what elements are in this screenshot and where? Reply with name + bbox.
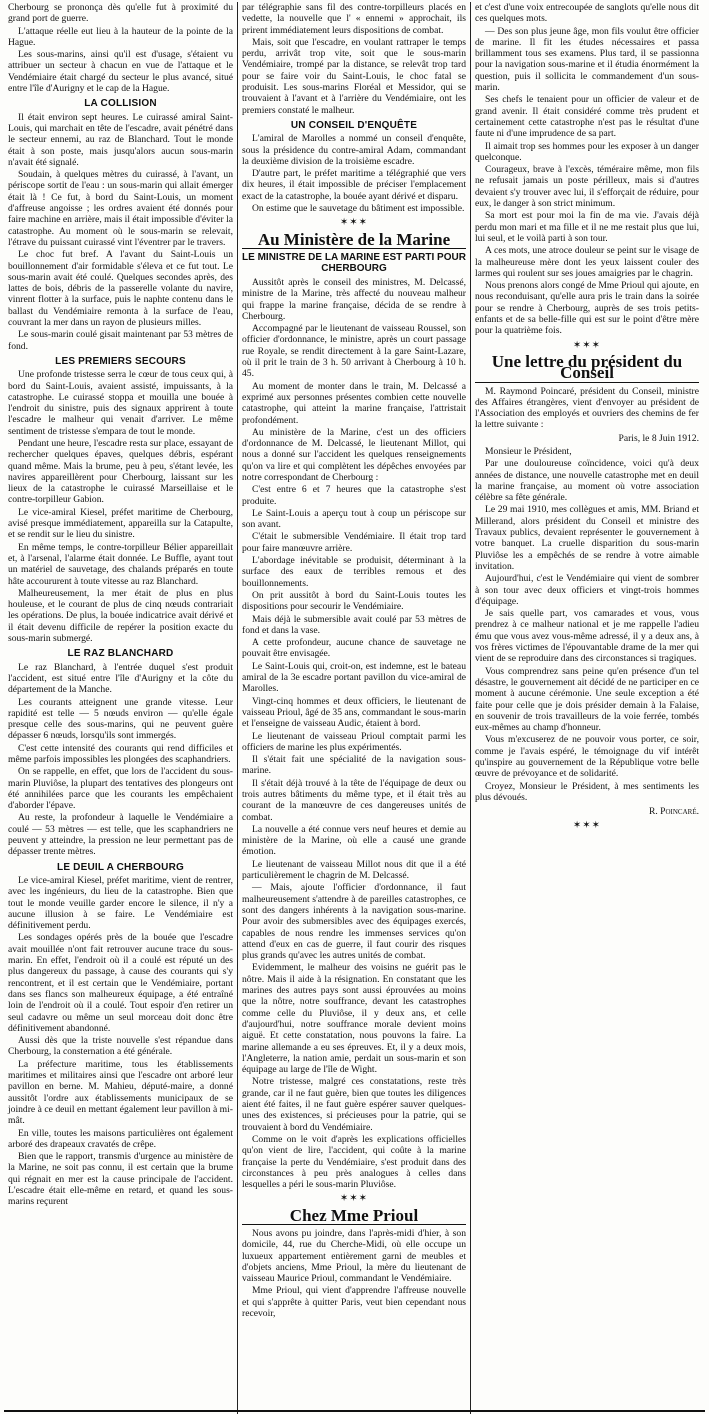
paragraph: Monsieur le Président, bbox=[485, 445, 572, 457]
paragraph: Pendant une heure, l'escadre resta sur place, essayant de rechercher quelques épaves, quelques débris, espérant quand même. Mais la brume, peu à peu, s'étant levée, les navires appareillèrent pour Cherbourg, laissant sur les lieux de la catastrophe le cuirassé Marseillaise et le contre-torpilleur Gabion. bbox=[8, 437, 233, 506]
paragraph: L'abordage inévitable se produisit, déterminant à la surface des eaux de terribles remous et des bouillonnements. bbox=[242, 555, 466, 589]
paragraph: La préfecture maritime, tous les établissements maritimes et militaires ainsi que l'escadre ont arboré leur pavillon en berne. M. Mahieu, député-maire, a donné aussitôt l'ordre aux établissements municipaux de se joindre à ce deuil en mettant également leur pavillon à mi-mât. bbox=[8, 1058, 233, 1127]
paragraph: par télégraphie sans fil des contre-torpilleurs placés en vedette, la nouvelle que l' « ennemi » approchait, ils prirent immédiatement leurs dispositions de combat. bbox=[242, 2, 466, 36]
paragraph: Je sais quelle part, vos camarades et vous, vous prendrez à ce malheur national et je me rappelle l'adieu ému que vous avez vous-même adressé, il y a deux ans, à vos frères victimes de l'épouvantable drame de la mer qui vient de se reproduire dans des circonstances si tragiques. bbox=[475, 608, 699, 665]
section-heading-enquete: UN CONSEIL D'ENQUÊTE bbox=[290, 119, 418, 131]
paragraph: Nous prenons alors congé de Mme Prioul qui ajoute, en nous reconduisant, qu'elle aura pris le train dans la soirée pour se rendre à Cherbourg, auprès de ses trois petits-enfants et de sa belle-fille qui est sur le point d'être mère pour la quatrième fois. bbox=[475, 280, 699, 337]
section-heading-secours: LES PREMIERS SECOURS bbox=[55, 355, 186, 367]
separator-ornament: ✶✶✶ bbox=[339, 217, 369, 229]
paragraph: Aussi dès que la triste nouvelle s'est répandue dans Cherbourg, la consternation a été générale. bbox=[8, 1035, 233, 1058]
paragraph: Les courants atteignent une grande vitesse. Leur rapidité est telle — 5 nœuds environ — qu'elle égale presque celle des sous-marins, qui ne peuvent guère dépasser 6 nœuds, lorsqu'ils sont immergés. bbox=[8, 696, 233, 742]
paragraph: La nouvelle a été connue vers neuf heures et demie au ministère de la Marine, où elle a causé une grande émotion. bbox=[242, 823, 466, 858]
headline-lettre: Une lettre du président du Conseil bbox=[491, 351, 683, 383]
signature: R. Poincaré. bbox=[648, 806, 699, 818]
paragraph: — Mais, ajoute l'officier d'ordonnance, il faut malheureusement s'attendre à de pareilles catastrophes, ce sont des dangers inhérents à la navigation sous-marine. Pour avoir des submersibles avec des équipages exercés, capables de nous rendre les immenses services qu'on attend d'eux en cas de guerre, il faut courir des risques plus grands qu'avec les autres unités de combat. bbox=[242, 882, 466, 962]
paragraph: Le vice-amiral Kiesel, préfet maritime, vient de rentrer, avec les ingénieurs, du lieu de la catastrophe. Bien que tout le monde veuille garder encore le silence, il n'y a aucune illusion à se faire. Le Vendémiaire est définitivement perdu. bbox=[8, 874, 233, 932]
paragraph: Il s'était déjà trouvé à la tête de l'équipage de deux ou trois autres bâtiments du même type, et il était très au courant de la manœuvre de ces dangereuses unités de combat. bbox=[242, 777, 466, 823]
paragraph: Au ministère de la Marine, c'est un des officiers d'ordonnance de M. Delcassé, le lieutenant Millot, qui nous a donné sur l'accident les quelques renseignements qu'on va lire et qui complètent les dépêches envoyées par notre correspondant de Cherbourg : bbox=[242, 426, 466, 483]
paragraph: A cette profondeur, aucune chance de sauvetage ne pouvait être envisagée. bbox=[242, 637, 466, 660]
paragraph: Mme Prioul, qui vient d'apprendre l'affreuse nouvelle et qui s'apprête à quitter Paris, veut bien cependant nous recevoir, bbox=[242, 1285, 466, 1320]
paragraph: Il aimait trop ses hommes pour les exposer à un danger quelconque. bbox=[475, 140, 699, 163]
paragraph: Il était environ sept heures. Le cuirassé amiral Saint-Louis, qui marchait en tête de l'escadre, avait pénétré dans le secteur ennemi, au raz de Blanchard. Tout le monde était à son poste, mais jusqu'alors aucun sous-marin n'avait été signalé. bbox=[8, 111, 233, 168]
paragraph: Cherbourg se prononça dès qu'elle fut à proximité du grand port de guerre. bbox=[8, 2, 233, 25]
paragraph: L'amiral de Marolles a nommé un conseil d'enquête, sous la présidence du contre-amiral Adam, commandant la deuxième division de la troisième escadre. bbox=[242, 133, 466, 167]
paragraph: Le Saint-Louis qui, croit-on, est indemne, est le bateau amiral de la 3e escadre portant pavillon du vice-amiral de Marolles. bbox=[242, 660, 466, 695]
paragraph: En même temps, le contre-torpilleur Bélier appareillait et, à l'arsenal, l'alarme était donnée. Le Buffle, ayant tout un matériel de sauvetage, des chalands préparés en toute hâte accoururent à toute vitesse au raz Blanchard. bbox=[8, 541, 233, 587]
paragraph: Aujourd'hui, c'est le Vendémiaire qui vient de sombrer à son tour avec deux officiers et vingt-trois hommes d'équipage. bbox=[475, 573, 699, 607]
paragraph: C'est entre 6 et 7 heures que la catastrophe s'est produite. bbox=[242, 484, 466, 507]
paragraph: Vingt-cinq hommes et deux officiers, le lieutenant de vaisseau Prioul, âgé de 35 ans, commandant le sous-marin et l'enseigne de vaisseau Audic, étaient à bord. bbox=[242, 695, 466, 730]
paragraph: et c'est d'une voix entrecoupée de sanglots qu'elle nous dit ces quelques mots. bbox=[475, 2, 699, 25]
separator-ornament: ✶✶✶ bbox=[572, 820, 602, 832]
paragraph: Le Saint-Louis a aperçu tout à coup un périscope sur son avant. bbox=[242, 507, 466, 531]
paragraph: Accompagné par le lieutenant de vaisseau Roussel, son officier d'ordonnance, le ministre, après un court passage rue Royale, se rendit directement à la gare Saint-Lazare, où il prit le train de 3 h. 50 arrivant à Cherbourg à 10 h. 45. bbox=[242, 323, 466, 380]
subheadline-ministre: LE MINISTRE DE LA MARINE EST PARTI POUR CHERBOURG bbox=[242, 251, 466, 274]
section-heading-collision: LA COLLISION bbox=[84, 98, 157, 110]
paragraph: — Des son plus jeune âge, mon fils voulut être officier de marine. Il fit les études nécessaires et passa brillamment tous ses examens. Plus tard, il se passionna pour la navigation sous-marine et il étudia énormément la question, puis il sollicita le commandement d'un sous-marin. bbox=[475, 25, 699, 94]
paragraph: M. Raymond Poincaré, président du Conseil, ministre des Affaires étrangères, vient d'envoyer au président de l'Association des employés et ouvriers des chemins de fer la lettre suivante : bbox=[475, 385, 699, 431]
bottom-rule bbox=[4, 1410, 705, 1412]
paragraph: Soudain, à quelques mètres du cuirassé, à l'avant, un périscope sortit de l'eau : un sous-marin qui allait émerger était là ! Ce fut, à bord du Saint-Louis, un moment d'affreuse angoisse ; les ordres avaient été donnés pour faire machine en arrière, mais il était impossible d'éviter la catastrophe. Au moment où le sous-marin se relevait, l'étrave du puissant cuirassé vint l'éventrer par le travers. bbox=[8, 169, 233, 248]
paragraph: On estime que le sauvetage du bâtiment est impossible. bbox=[252, 203, 465, 215]
col1-intro bbox=[8, 2, 233, 94]
paragraph: Nous avons pu joindre, dans l'après-midi d'hier, à son domicile, 44, rue du Cherche-Midi, où elle occupe un luxueux appartement entièrement garni de meubles et d'objets anciens, Mme Prioul, la mère du lieutenant de vaisseau Maurice Prioul, commandant le Vendémiaire. bbox=[242, 1227, 466, 1285]
paragraph: Evidemment, le malheur des voisins ne guérit pas le nôtre. Mais il aide à la résignation. En constatant que les marines des autres pays sont aussi éprouvées au moins que la nôtre, notre souffrance, devant les catastrophes comme celle du Pluviôse, il y deux ans, et celle d'aujourd'hui, notre souffrance morale devient moins aiguë. Et cette constatation, nous pouvons la faire. La marine allemande a eu ses épreuves. Et, il y a deux mois, l'Angleterre, la nation amie, perdait un sous-marin et son équipage au large de l'île de Wight. bbox=[242, 962, 466, 1076]
paragraph: On se rappelle, en effet, que lors de l'accident du sous-marin Pluviôse, la plupart des tentatives des plongeurs ont été annihilées parce que les courants les empêchaient d'aborder l'épave. bbox=[8, 766, 233, 812]
separator-ornament: ✶✶✶ bbox=[572, 339, 602, 351]
paragraph: Ses chefs le tenaient pour un officier de valeur et de grand avenir. Il était considéré comme très prudent et certainement cette catastrophe n'est pas le résultat d'une faute ni d'une imprudence de sa part. bbox=[475, 94, 699, 140]
column-2 bbox=[237, 2, 470, 1414]
paragraph: Comme on le voit d'après les explications officielles qu'on vient de lire, l'accident, qui coûte à la marine française la perte du Vendémiaire, s'est produit dans des circonstances à peu près analogues à celles dans lesquelles a péri le sous-marin Pluviôse. bbox=[242, 1133, 466, 1191]
paragraph: Le raz Blanchard, à l'entrée duquel s'est produit l'accident, est situé entre l'île d'Aurigny et la côte du département de la Manche. bbox=[8, 661, 233, 696]
paragraph: Le lieutenant de vaisseau Prioul comptait parmi les officiers de marine les plus expérimentés. bbox=[242, 730, 466, 753]
letter-date: Paris, le 8 Juin 1912. bbox=[618, 432, 699, 444]
paragraph: Les sondages opérés près de la bouée que l'escadre avait mouillée n'ont fait retrouver aucune trace du sous-marin. En effet, l'endroit où il a coulé est réputé un des plus dangereux du passage, à cause des courants qui s'y rencontrent, et il est certain que le Vendémiaire, portant dans ses flancs son malheureux équipage, a été entraîné loin de l'endroit où il a coulé. Tout espoir d'en retirer un seul cadavre ou même un seul morceau doit donc être définitivement abandonné. bbox=[8, 932, 233, 1034]
column-1 bbox=[4, 2, 237, 1414]
paragraph: Vous comprendrez sans peine qu'en présence d'un tel désastre, le gouvernement ait décidé de ne participer en ce moment à aucune cérémonie. Une seule exception a été faite pour celle que je dois présider demain à la Falaise, en souvenir de trois travailleurs de la voie ferrée, tombés eux-mêmes au champ d'honneur. bbox=[475, 665, 699, 734]
headline-ministere: Au Ministère de la Marine bbox=[257, 229, 451, 249]
paragraph: Croyez, Monsieur le Président, à mes sentiments les plus dévoués. bbox=[475, 780, 699, 803]
paragraph: On prit aussitôt à bord du Saint-Louis toutes les dispositions pour secourir le Vendémiaire. bbox=[242, 589, 466, 613]
section-heading-deuil: LE DEUIL A CHERBOURG bbox=[57, 861, 184, 873]
paragraph: Le sous-marin coulé gisait maintenant par 53 mètres de fond. bbox=[8, 329, 233, 352]
paragraph: L'attaque réelle eut lieu à la hauteur de la pointe de la Hague. bbox=[8, 25, 233, 48]
paragraph: A ces mots, une atroce douleur se peint sur le visage de la malheureuse mère dont les yeux laissent couler des larmes qui roulent sur ses joues amaigries par le chagrin. bbox=[475, 245, 699, 279]
separator-ornament: ✶✶✶ bbox=[339, 1193, 369, 1205]
paragraph: C'était le submersible Vendémiaire. Il était trop tard pour faire manœuvre arrière. bbox=[242, 531, 466, 554]
paragraph: Sa mort est pour moi la fin de ma vie. J'avais déjà perdu mon mari et ma fille et il ne me restait plus que lui, lui seul, et le voilà parti à son tour. bbox=[475, 210, 699, 244]
paragraph: Par une douloureuse coïncidence, voici qu'à deux années de distance, une nouvelle catastrophe met en deuil la marine française, au moment où votre association célèbre sa fête générale. bbox=[475, 458, 699, 504]
paragraph: Mais déjà le submersible avait coulé par 53 mètres de fond et dans la vase. bbox=[242, 613, 466, 636]
paragraph: Une profonde tristesse serra le cœur de tous ceux qui, à bord du Saint-Louis, avaient assisté, impuissants, à la catastrophe. Le cuirassé stoppa et mouilla une bouée à l'endroit du sinistre, puis des signaux apprirent à toute l'escadre le malheur qui venait d'arriver. Le même sentiment de tristesse s'empara de tout le monde. bbox=[8, 369, 233, 437]
paragraph: Aussitôt après le conseil des ministres, M. Delcassé, ministre de la Marine, très affecté du nouveau malheur qui frappe la marine française, décida de se rendre à Cherbourg. bbox=[242, 276, 466, 322]
section-heading-raz: LE RAZ BLANCHARD bbox=[67, 648, 174, 660]
paragraph: D'autre part, le préfet maritime a télégraphié que vers dix heures, il était impossible de préciser l'emplacement exact de la catastrophe, la bouée ayant dérivé et disparu. bbox=[242, 168, 466, 202]
paragraph: En ville, toutes les maisons particulières ont également arboré des drapeaux cravatés de crêpe. bbox=[8, 1127, 233, 1150]
paragraph: Courageux, brave à l'excès, téméraire même, mon fils ne refusait jamais un poste périlleux, mais si d'autres devaient s'y trouver avec lui, il s'efforçait de réduire, pour eux, le danger à son strict minimum. bbox=[475, 164, 699, 210]
paragraph: C'est cette intensité des courants qui rend difficiles et même parfois impossibles les plongées des scaphandriers. bbox=[8, 742, 233, 765]
paragraph: Au moment de monter dans le train, M. Delcassé a exprimé aux personnes présentes combien cette nouvelle catastrophe, qui atteint la marine française, l'attristait profondément. bbox=[242, 380, 466, 426]
paragraph: Au reste, la profondeur à laquelle le Vendémiaire a coulé — 53 mètres — est telle, que les scaphandriers ne peuvent y atteindre, la pression ne leur permettant pas de dépasser trente mètres. bbox=[8, 812, 233, 858]
paragraph: Le 29 mai 1910, mes collègues et amis, MM. Briand et Millerand, alors président du Conseil et ministre des Travaux publics, devaient représenter le gouvernement à votre banquet. La cruelle disparition du sous-marin Pluviôse les a empêchés de se rendre à votre aimable invitation. bbox=[475, 504, 699, 572]
paragraph: Vous m'excuserez de ne pouvoir vous porter, ce soir, comme je l'avais espéré, le témoignage du vif intérêt qu'inspire au gouvernement de la République votre belle œuvre de prévoyance et de solidarité. bbox=[475, 734, 699, 780]
paragraph: Le vice-amiral Kiesel, préfet maritime de Cherbourg, avisé presque immédiatement, appareilla sur la Catapulte, et se rendit sur le lieu du sinistre. bbox=[8, 506, 233, 541]
headline-prioul: Chez Mme Prioul bbox=[289, 1205, 419, 1225]
column-3 bbox=[470, 2, 703, 1414]
paragraph: Mais, soit que l'escadre, en voulant rattraper le temps perdu, arrivât trop vite, soit que le sous-marin Vendémiaire, trompé par la distance, se relevât trop tard pour se faire voir du Saint-Louis, le choc fatal se produisit. Les sous-marins Floréal et Messidor, qui se trouvaient à l'avant et à l'arrière du Vendémiaire, ont les premiers constaté le malheur. bbox=[242, 36, 466, 116]
paragraph: Le choc fut bref. A l'avant du Saint-Louis un bouillonnement d'air formidable s'éleva et ce fut tout. Le sous-marin avait été coulé. Quelques secondes après, des lattes de bois, débris de la passerelle volante du navire, vinrent flotter à la surface, puis le naphte contenu dans le ballast du Vendémiaire remonta à la surface de l'eau, couvrant la mer dans un rayon de plusieurs milles. bbox=[8, 249, 233, 329]
paragraph: Malheureusement, la mer était de plus en plus houleuse, et le courant de plus de cinq nœuds contrariait les opérations. De plus, la bouée indicatrice avait dérivé et il était devenu difficile de repérer la position exacte du sous-marin submergé. bbox=[8, 587, 233, 645]
paragraph: Il s'était fait une spécialité de la navigation sous-marine. bbox=[242, 754, 466, 777]
paragraph: Bien que le rapport, transmis d'urgence au ministère de la Marine, ne soit pas connu, il est certain que la brume qui régnait en mer est la cause principale de l'accident. L'escadre était elle-même en retard, et quand les sous-marins reçurent bbox=[8, 1151, 233, 1208]
paragraph: Les sous-marins, ainsi qu'il est d'usage, s'étaient vu attribuer un secteur à chacun en vue de l'attaque et le Vendémiaire était chargé du secteur le plus avancé, situé entre l'île d'Aurigny et le cap de la Hague. bbox=[8, 49, 233, 95]
paragraph: Le lieutenant de vaisseau Millot nous dit que il a été particulièrement le chagrin de M. Delcassé. bbox=[242, 858, 466, 882]
paragraph: Notre tristesse, malgré ces constatations, reste très grande, car il ne faut guère, bien que toutes les diligences aient été faites, il ne faut guère espérer sauver quelques-unes des existences, si précieuses pour la patrie, qui se trouvaient à bord du Vendémiaire. bbox=[242, 1076, 466, 1133]
ministre-article bbox=[242, 277, 466, 1190]
